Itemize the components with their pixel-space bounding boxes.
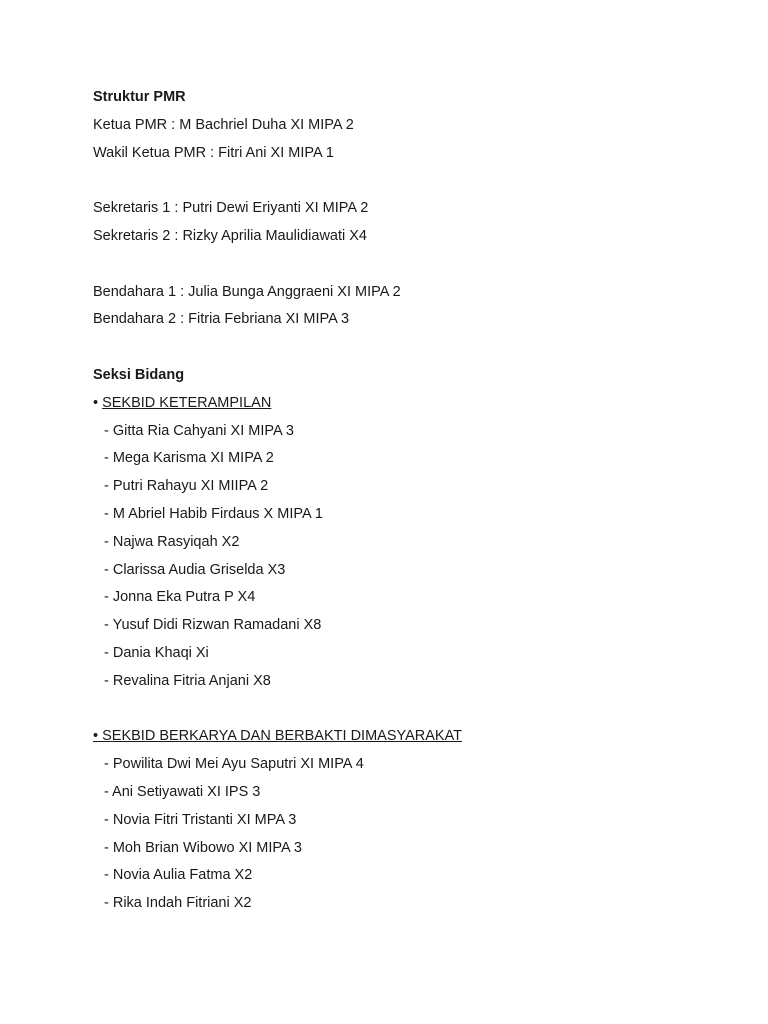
section-name: SEKBID KETERAMPILAN (102, 394, 272, 411)
spacer (93, 251, 733, 279)
list-item: - Dania Khaqi Xi (104, 644, 209, 661)
list-item: - Moh Brian Wibowo XI MIPA 3 (104, 839, 302, 856)
section-heading-keterampilan (93, 390, 733, 418)
list-item: - Powilita Dwi Mei Ayu Saputri XI MIPA 4 (104, 756, 364, 773)
secretary-1: Sekretaris 1 : Putri Dewi Eriyanti XI MIPA 2 (93, 200, 369, 217)
list-item: - Revalina Fitria Anjani X8 (104, 672, 271, 689)
list-item: - Najwa Rasyiqah X2 (104, 533, 240, 550)
list-item: - Putri Rahayu XI MIIPA 2 (104, 478, 269, 495)
officer-chairman: Ketua PMR : M Bachriel Duha XI MIPA 2 (93, 116, 354, 133)
spacer (93, 696, 733, 724)
sections-heading: Seksi Bidang (93, 366, 185, 383)
section-name: SEKBID BERKARYA DAN BERBAKTI DIMASYARAKAT (98, 728, 463, 745)
secretary-2: Sekretaris 2 : Rizky Aprilia Maulidiawati X4 (93, 227, 367, 244)
treasurer-1: Bendahara 1 : Julia Bunga Anggraeni XI MIPA 2 (93, 283, 401, 300)
list-item: - Gitta Ria Cahyani XI MIPA 3 (104, 422, 294, 439)
list-item: - Yusuf Didi Rizwan Ramadani X8 (104, 617, 322, 634)
spacer (93, 167, 733, 195)
list-item: - M Abriel Habib Firdaus X MIPA 1 (104, 505, 323, 522)
bullet-glyph: • (93, 728, 99, 745)
list-item: - Novia Aulia Fatma X2 (104, 867, 253, 884)
list-item: - Clarissa Audia Griselda X3 (104, 561, 286, 578)
list-item: - Rika Indah Fitriani X2 (104, 895, 252, 912)
list-item: - Novia Fitri Tristanti XI MPA 3 (104, 811, 297, 828)
list-item: - Jonna Eka Putra P X4 (104, 589, 256, 606)
document-title: Struktur PMR (93, 89, 186, 105)
list-item: - Ani Setiyawati XI IPS 3 (104, 783, 261, 800)
section-heading-berkarya (93, 723, 733, 751)
list-item: - Mega Karisma XI MIPA 2 (104, 450, 274, 467)
bullet-glyph: • (93, 394, 99, 411)
document-page (93, 84, 733, 918)
spacer (93, 334, 733, 362)
officer-vice-chairman: Wakil Ketua PMR : Fitri Ani XI MIPA 1 (93, 144, 334, 161)
treasurer-2: Bendahara 2 : Fitria Febriana XI MIPA 3 (93, 311, 350, 328)
